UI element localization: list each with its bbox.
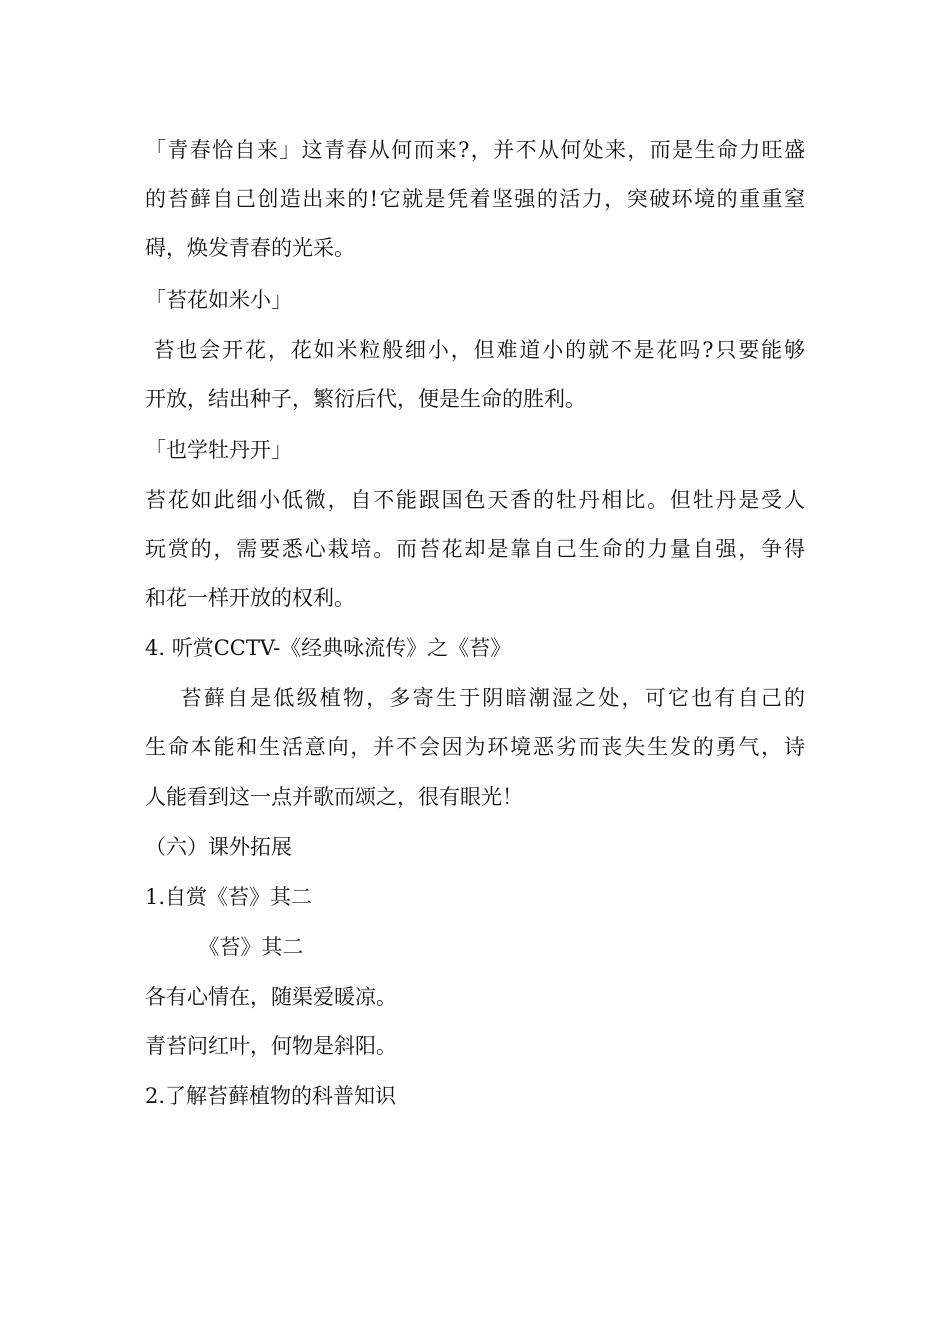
numbered-item: 2.了解苔藓植物的科普知识 bbox=[145, 1084, 397, 1108]
paragraph-line: 开放，结出种子，繁衍后代，便是生命的胜利。 bbox=[145, 387, 586, 411]
paragraph-line: 苔花如此细小低微，自不能跟国色天香的牡丹相比。但牡丹是受人 bbox=[145, 488, 805, 512]
paragraph-line: 和花一样开放的权利。 bbox=[145, 586, 355, 610]
paragraph-line: 人能看到这一点并歌而颂之，很有眼光！ bbox=[145, 785, 523, 809]
poem-line: 青苔问红叶，何物是斜阳。 bbox=[145, 1034, 397, 1058]
poem-title: 《苔》其二 bbox=[145, 935, 304, 959]
section-heading: 「也学牡丹开」 bbox=[145, 438, 292, 462]
section-heading: （六）课外拓展 bbox=[145, 835, 292, 859]
numbered-item: 1.自赏《苔》其二 bbox=[145, 885, 313, 909]
numbered-item: 4. 听赏CCTV-《经典咏流传》之《苔》 bbox=[145, 636, 512, 660]
paragraph-line: 「青春恰自来」这青春从何而来?，并不从何处来，而是生命力旺盛 bbox=[145, 138, 805, 162]
paragraph-line: 碍，焕发青春的光采。 bbox=[145, 236, 355, 260]
poem-line: 各有心情在，随渠爱暖凉。 bbox=[145, 985, 397, 1009]
paragraph-line: 玩赏的，需要悉心栽培。而苔花却是靠自己生命的力量自强，争得 bbox=[145, 537, 805, 561]
paragraph-line: 生命本能和生活意向，并不会因为环境恶劣而丧失生发的勇气，诗 bbox=[145, 735, 805, 759]
paragraph-line: 苔也会开花，花如米粒般细小，但难道小的就不是花吗?只要能够 bbox=[145, 338, 805, 362]
paragraph-line: 苔藓自是低级植物，多寄生于阴暗潮湿之处，可它也有自己的 bbox=[145, 686, 805, 710]
paragraph-line: 的苔藓自己创造出来的!它就是凭着坚强的活力，突破环境的重重窒 bbox=[145, 187, 805, 211]
section-heading: 「苔花如米小」 bbox=[145, 288, 292, 312]
